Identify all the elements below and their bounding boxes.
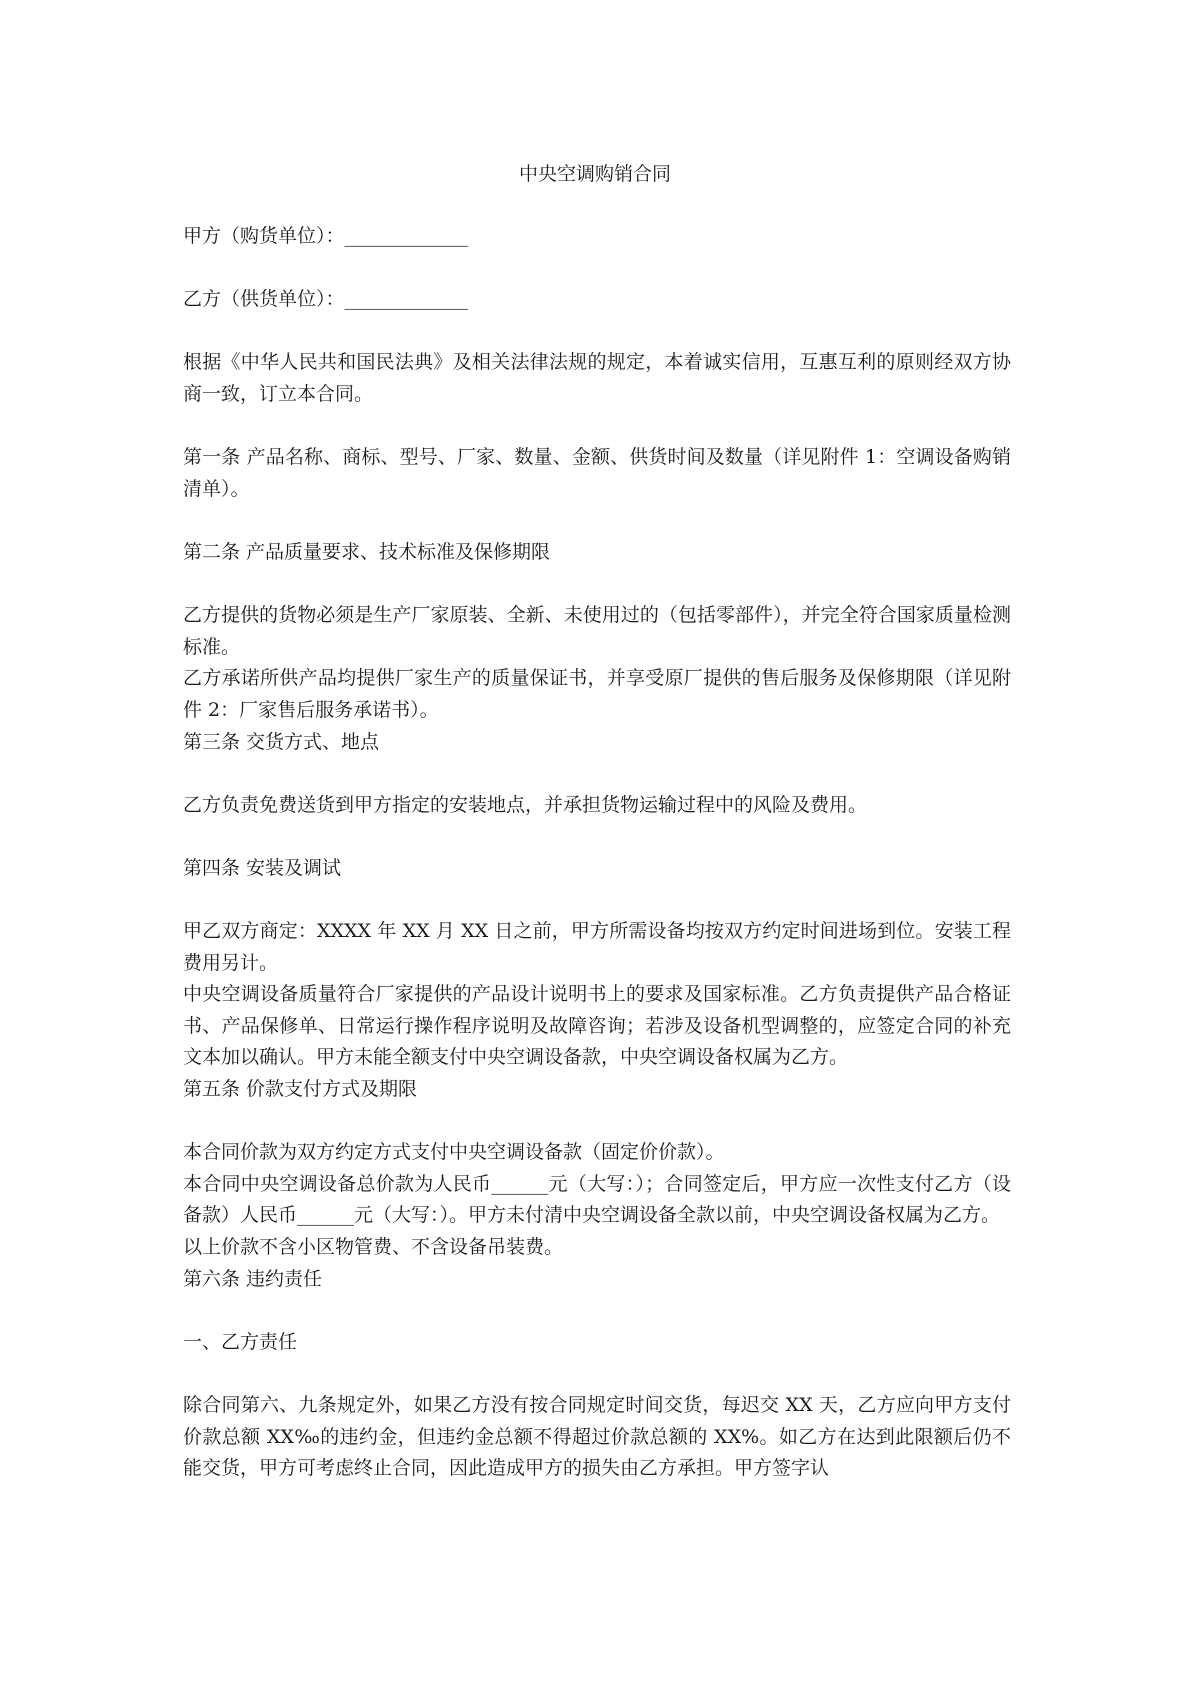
article-5-paragraph-3: 以上价款不含小区物管费、不含设备吊装费。: [183, 1236, 564, 1258]
article-3-heading: 第三条 交货方式、地点: [183, 730, 380, 753]
preamble-paragraph: 根据《中华人民共和国民法典》及相关法律法规的规定，本着诚实信用，互惠互利的原则经双方协商一致，订立本合同。: [183, 351, 1011, 405]
article-6-subheading-1: 一、乙方责任: [183, 1330, 298, 1353]
article-2-paragraph-1: 乙方提供的货物必须是生产厂家原装、全新、未使用过的（包括零部件），并完全符合国家质量检测标准。: [183, 604, 1011, 658]
article-5-paragraph-2: 本合同中央空调设备总价款为人民币______元（大写：）；合同签定后，甲方应一次性支付乙方（设备款）人民币______元（大写：）。甲方未付清中央空调设备全款以前，中央空调设备权属为乙方。: [183, 1172, 1011, 1227]
party-a-line: 甲方（购货单位）：_____________: [183, 225, 469, 247]
article-3-paragraph-1: 乙方负责免费送货到甲方指定的安装地点，并承担货物运输过程中的风险及费用。: [183, 793, 868, 816]
article-6-paragraph-1: 除合同第六、九条规定外，如果乙方没有按合同规定时间交货，每迟交 XX 天，乙方应向甲方支付价款总额 XX‰的违约金，但违约金总额不得超过价款总额的 XX%。如乙方在达到此限额后仍不能交货，甲方可考虑终止合同，因此造成甲方的损失由乙方承担。甲方签字认: [183, 1393, 1011, 1480]
article-4-paragraph-2: 中央空调设备质量符合厂家提供的产品设计说明书上的要求及国家标准。乙方负责提供产品合格证书、产品保修单、日常运行操作程序说明及故障咨询；若涉及设备机型调整的，应签定合同的补充文本加以确认。甲方未能全额支付中央空调设备款，中央空调设备权属为乙方。: [183, 983, 1011, 1069]
article-5-heading: 第五条 价款支付方式及期限: [183, 1078, 418, 1101]
article-2-heading: 第二条 产品质量要求、技术标准及保修期限: [183, 540, 551, 563]
party-b-line: 乙方（供货单位）：_____________: [183, 288, 469, 311]
contract-title: 中央空调购销合同: [518, 163, 671, 185]
article-1: 第一条 产品名称、商标、型号、厂家、数量、金额、供货时间及数量（详见附件 1：空调设备购销清单）。: [183, 446, 1011, 500]
article-2-paragraph-2: 乙方承诺所供产品均提供厂家生产的质量保证书，并享受原厂提供的售后服务及保修期限（详见附件 2：厂家售后服务承诺书）。: [183, 667, 1011, 721]
article-5-paragraph-1: 本合同价款为双方约定方式支付中央空调设备款（固定价价款）。: [183, 1141, 725, 1164]
article-6-heading: 第六条 违约责任: [183, 1267, 323, 1290]
contract-body: [183, 221, 1011, 1485]
article-4-paragraph-1: 甲乙双方商定：XXXX 年 XX 月 XX 日之前，甲方所需设备均按双方约定时间进场到位。安装工程费用另计。: [183, 920, 1011, 974]
article-4-heading: 第四条 安装及调试: [183, 856, 342, 879]
